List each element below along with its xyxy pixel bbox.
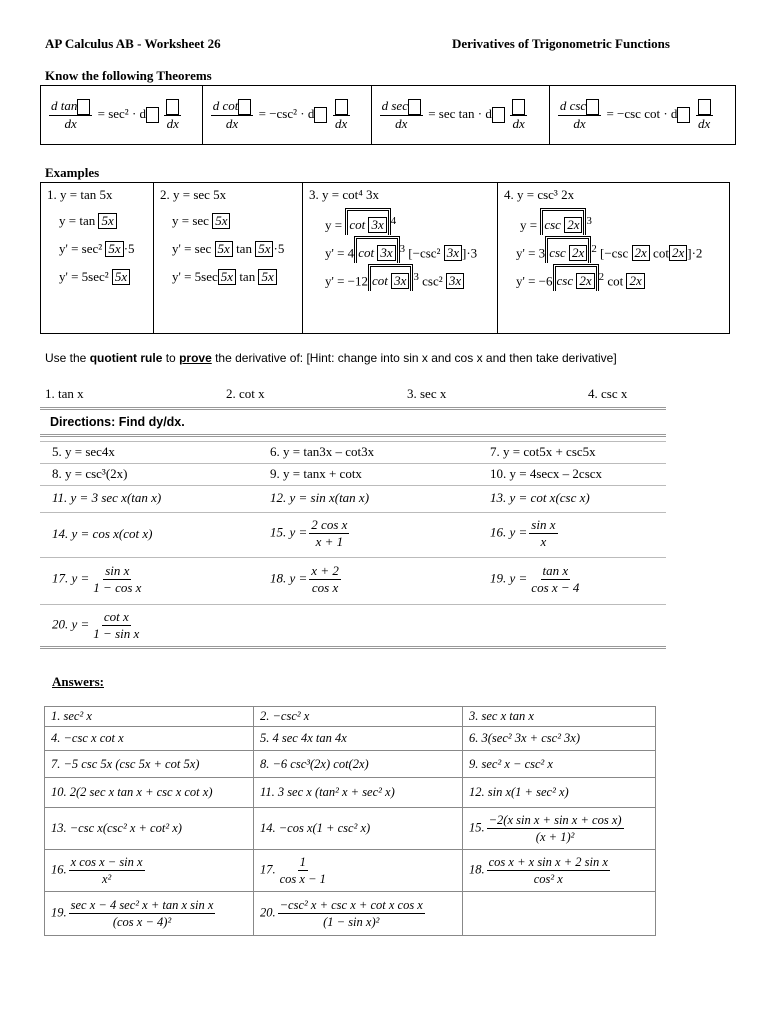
quotient-item-4: 4. csc x (588, 386, 628, 401)
answer-8: 8. −6 csc³(2x) cot(2x) (254, 751, 463, 778)
problem-19: 19. y = $\frac{\text{tan x}}{\text{cos x − 4}}$ (490, 563, 580, 595)
example-2: 2. y = sec 5x y = sec 5x y' = sec 5x tan 5x ·5 y' = 5sec 5x tan 5x (154, 183, 303, 334)
quotient-item-1: 1. tan x (45, 386, 84, 401)
problem-5: 5. y = sec4x (52, 444, 115, 459)
examples-table (40, 182, 730, 334)
problem-11: 11. y = 3 sec x(tan x) (52, 490, 162, 505)
theorems-heading: Know the following Theorems (45, 68, 212, 83)
problem-16: 16. y = $\frac{\text{sin x}}{x}$ (490, 517, 556, 549)
answer-empty (463, 892, 656, 936)
theorem-cot: $\frac{\text{d cot}}{dx}$ = −csc² · d dx (202, 86, 371, 145)
theorems-table (40, 85, 736, 145)
problem-15: 15. y = $\frac{\text{2 cos x}}{x + 1}$ (270, 517, 348, 549)
answer-16: 16. $\frac{\text{x cos x − sin x}}{\text{x²}}$ (45, 850, 254, 892)
answer-7: 7. −5 csc 5x (csc 5x + cot 5x) (45, 751, 254, 778)
problem-12: 12. y = sin x(tan x) (270, 490, 370, 505)
problem-row (40, 512, 666, 558)
answer-4: 4. −csc x cot x (45, 727, 254, 751)
answer-1: 1. sec² x (45, 707, 254, 727)
answer-10: 10. 2(2 sec x tan x + csc x cot x) (45, 778, 254, 808)
theorem-sec: $\frac{\text{d sec}}{dx}$ = sec tan · d dx (371, 86, 549, 145)
problem-9: 9. y = tanx + cotx (270, 466, 362, 481)
directions: Directions: Find dy/dx. (50, 415, 185, 429)
answer-18: 18. $\frac{\text{cos x + x sin x + 2 sin x}}{\text{cos² x}}$ (463, 850, 656, 892)
problem-10: 10. y = 4secx – 2cscx (490, 466, 603, 481)
example-3: 3. y = cot⁴ 3x y = cot 3x $^4$ y' = 4 cot 3x $^3$ [−csc² 3x ]·3 y' = −12 cot 3x $^3$ csc² 3x (303, 183, 498, 334)
problem-row (40, 485, 666, 513)
worksheet-topic: Derivatives of Trigonometric Functions (452, 36, 670, 51)
theorem-csc: $\frac{\text{d csc}}{dx}$ = −csc cot · d dx (549, 86, 735, 145)
theorem-tan: $\frac{\text{d tan}}{dx}$ = sec² · d dx (41, 86, 203, 145)
answer-9: 9. sec² x − csc² x (463, 751, 656, 778)
divider (40, 434, 666, 437)
answer-13: 13. −csc x(csc² x + cot² x) (45, 808, 254, 850)
answer-5: 5. 4 sec 4x tan 4x (254, 727, 463, 751)
problem-13: 13. y = cot x(csc x) (490, 490, 590, 505)
answer-19: 19. $\frac{\text{sec x − 4 sec² x + tan x sin x}}{\text{(cos x − 4)²}}$ (45, 892, 254, 936)
answer-20: 20. $\frac{\text{−csc² x + csc x + cot x cos x}}{\text{(1 − sin x)²}}$ (254, 892, 463, 936)
problem-row (40, 557, 666, 605)
divider (40, 646, 666, 649)
answer-2: 2. −csc² x (254, 707, 463, 727)
problem-row (40, 604, 666, 647)
problem-6: 6. y = tan3x – cot3x (270, 444, 375, 459)
problem-20: 20. y = $\frac{\text{cot x}}{\text{1 − sin x}}$ (52, 609, 140, 641)
example-1: 1. y = tan 5x y = tan 5x y' = sec² 5x ·5 y' = 5sec² 5x (41, 183, 154, 334)
divider (40, 407, 666, 410)
problem-14: 14. y = cos x(cot x) (52, 526, 153, 541)
worksheet-title: AP Calculus AB - Worksheet 26 (45, 36, 221, 51)
answers-table (44, 706, 656, 936)
quotient-item-3: 3. sec x (407, 386, 447, 401)
answer-17: 17. $\frac{1}{\text{cos x − 1}}$ (254, 850, 463, 892)
answer-14: 14. −cos x(1 + csc² x) (254, 808, 463, 850)
problem-17: 17. y = $\frac{\text{sin x}}{\text{1 − cos x}}$ (52, 563, 142, 595)
answer-6: 6. 3(sec² 3x + csc² 3x) (463, 727, 656, 751)
problem-18: 18. y = $\frac{x + 2}{\text{cos x}}$ (270, 563, 339, 595)
answer-3: 3. sec x tan x (463, 707, 656, 727)
answer-15: 15. $\frac{\text{−2(x sin x + sin x + cos x)}}{\text{(x + 1)²}}$ (463, 808, 656, 850)
answers-heading: Answers: (52, 674, 104, 689)
problem-row (40, 463, 666, 486)
problem-row (40, 441, 666, 464)
quotient-item-2: 2. cot x (226, 386, 265, 401)
problem-7: 7. y = cot5x + csc5x (490, 444, 596, 459)
answer-12: 12. sin x(1 + sec² x) (463, 778, 656, 808)
examples-heading: Examples (45, 165, 100, 180)
example-4: 4. y = csc³ 2x y = csc 2x $^3$ y' = 3 csc 2x $^2$ [−csc 2x cot 2x ]·2 y' = −6 csc 2x $^2$ cot 2x (498, 183, 730, 334)
problem-8: 8. y = csc³(2x) (52, 466, 128, 481)
answer-11: 11. 3 sec x (tan² x + sec² x) (254, 778, 463, 808)
quotient-instruction: Use the quotient rule to prove the derivative of: [Hint: change into sin x and cos x and then take derivative] (45, 351, 617, 365)
